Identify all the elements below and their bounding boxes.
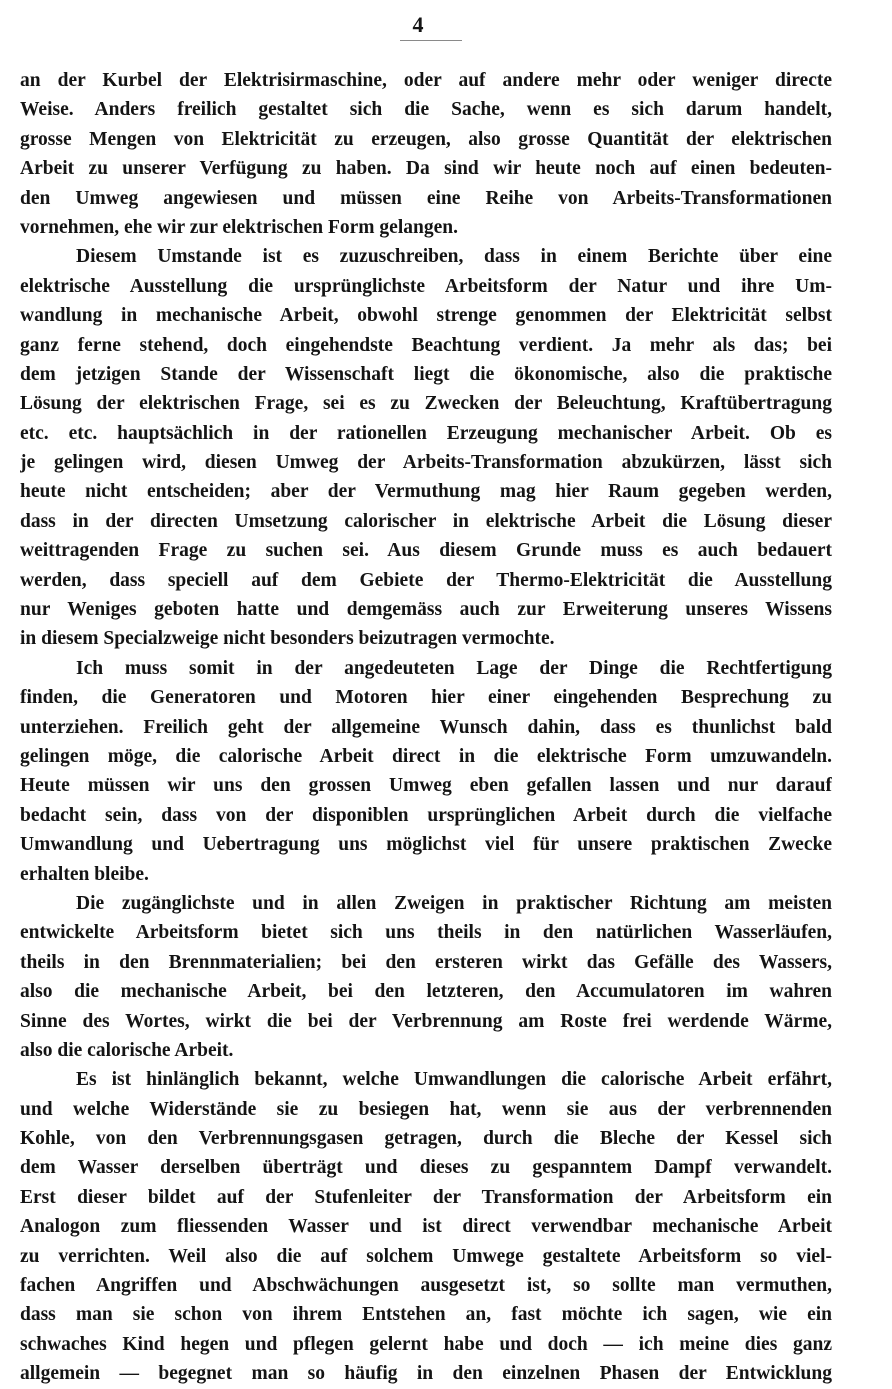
text-line: allgemein — begegnet man so häufig in den einzelnen Phasen der Entwicklung <box>20 1363 832 1385</box>
text-line: schwaches Kind hegen und pflegen gelernt habe und doch — ich meine dies ganz <box>20 1333 832 1355</box>
text-line: Arbeit zu unserer Verfügung zu haben. Da sind wir heute noch auf einen bedeuten- <box>20 158 832 180</box>
text-line: Umwandlung und Uebertragung uns möglichst viel für unsere praktischen Zwecke <box>20 834 832 856</box>
text-line: finden, die Generatoren und Motoren hier einer eingehenden Besprechung zu <box>20 687 832 709</box>
text-line: werden, dass speciell auf dem Gebiete der Thermo-Elektricität die Ausstellung <box>20 569 832 591</box>
text-line: Lösung der elektrischen Frage, sei es zu Zwecken der Beleuchtung, Kraftübertragung <box>20 393 832 415</box>
text-line: ganz ferne stehend, doch eingehendste Beachtung verdient. Ja mehr als das; bei <box>20 334 832 356</box>
text-line: unterziehen. Freilich geht der allgemeine Wunsch dahin, dass es thunlichst bald <box>20 716 832 738</box>
text-line: Weise. Anders freilich gestaltet sich die Sache, wenn es sich darum handelt, <box>20 99 832 121</box>
text-line: wandlung in mechanische Arbeit, obwohl strenge genommen der Elektricität selbst <box>20 305 832 327</box>
paragraph <box>20 1065 832 1388</box>
paragraph <box>20 654 832 889</box>
text-line: Sinne des Wortes, wirkt die bei der Verbrennung am Roste frei werdende Wärme, <box>20 1010 832 1032</box>
text-line: entwickelte Arbeitsform bietet sich uns theils in den natürlichen Wasserläufen, <box>20 922 832 944</box>
text-line: gelingen möge, die calorische Arbeit direct in die elektrische Form umzuwandeln. <box>20 745 832 767</box>
text-line: Kohle, von den Verbrennungsgasen getragen, durch die Bleche der Kessel sich <box>20 1128 832 1150</box>
text-line: Diesem Umstande ist es zuzuschreiben, dass in einem Berichte über eine <box>76 246 832 268</box>
text-line: an der Kurbel der Elektrisirmaschine, oder auf andere mehr oder weniger directe <box>20 70 832 91</box>
text-line: Es ist hinlänglich bekannt, welche Umwandlungen die calorische Arbeit erfährt, <box>76 1069 832 1091</box>
text-line: zu verrichten. Weil also die auf solchem Umwege gestaltete Arbeitsform so viel- <box>20 1245 832 1267</box>
text-line: Analogon zum fliessenden Wasser und ist direct verwendbar mechanische Arbeit <box>20 1216 832 1238</box>
text-line: dass man sie schon von ihrem Entstehen an, fast möchte ich sagen, wie ein <box>20 1304 832 1326</box>
text-line: heute nicht entscheiden; aber der Vermuthung mag hier Raum gegeben werden, <box>20 481 832 503</box>
text-line: weittragenden Frage zu suchen sei. Aus diesem Grunde muss es auch bedauert <box>20 540 832 562</box>
body-text <box>20 66 832 1389</box>
text-line: also die calorische Arbeit. <box>20 1039 234 1061</box>
text-line: etc. etc. hauptsächlich in der rationellen Erzeugung mechanischer Arbeit. Ob es <box>20 422 832 444</box>
text-line: theils in den Brennmaterialien; bei den ersteren wirkt das Gefälle des Wassers, <box>20 951 832 973</box>
text-line: in diesem Specialzweige nicht besonders beizutragen vermochte. <box>20 628 555 650</box>
paragraph <box>20 66 832 242</box>
text-line: dass in der directen Umsetzung calorischer in elektrische Arbeit die Lösung dieser <box>20 510 832 532</box>
text-line: je gelingen wird, diesen Umweg der Arbeits-Transformation abzukürzen, lässt sich <box>20 452 832 474</box>
page-number: 4 <box>412 12 424 37</box>
text-line: bedacht sein, dass von der disponiblen ursprünglichen Arbeit durch die vielfache <box>20 804 832 826</box>
text-line: den Umweg angewiesen und müssen eine Reihe von Arbeits-Transformationen <box>20 187 832 209</box>
text-line: vornehmen, ehe wir zur elektrischen Form gelangen. <box>20 216 458 238</box>
text-line: Heute müssen wir uns den grossen Umweg eben gefallen lassen und nur darauf <box>20 775 832 797</box>
text-line: Ich muss somit in der angedeuteten Lage der Dinge die Rechtfertigung <box>76 657 832 679</box>
paragraph <box>20 889 832 1065</box>
text-line: dem jetzigen Stande der Wissenschaft liegt die ökonomische, also die praktische <box>20 363 832 385</box>
text-line: fachen Angriffen und Abschwächungen ausgesetzt ist, so sollte man vermuthen, <box>20 1275 832 1297</box>
text-line: grosse Mengen von Elektricität zu erzeugen, also grosse Quantität der elektrischen <box>20 128 832 150</box>
text-line: erhalten bleibe. <box>20 863 149 885</box>
text-line: Die zugänglichste und in allen Zweigen in praktischer Richtung am meisten <box>76 892 832 914</box>
text-line: Erst dieser bildet auf der Stufenleiter der Transformation der Arbeitsform ein <box>20 1186 832 1208</box>
text-line: also die mechanische Arbeit, bei den letzteren, den Accumulatoren im wahren <box>20 981 832 1003</box>
text-line: und welche Widerstände sie zu besiegen hat, wenn sie aus der verbrennenden <box>20 1098 832 1120</box>
text-line: elektrische Ausstellung die ursprünglichste Arbeitsform der Natur und ihre Um- <box>20 275 832 297</box>
paragraph <box>20 242 832 653</box>
text-line: nur Weniges geboten hatte und demgemäss auch zur Erweiterung unseres Wissens <box>20 599 832 621</box>
text-line: dem Wasser derselben überträgt und dieses zu gespanntem Dampf verwandelt. <box>20 1157 832 1179</box>
header-rule <box>400 40 462 41</box>
